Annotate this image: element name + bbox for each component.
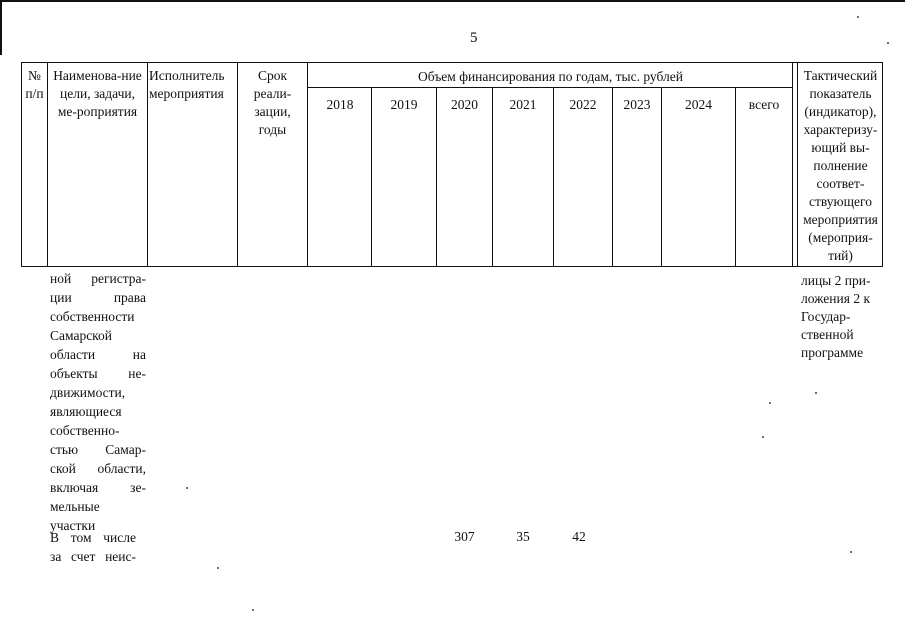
scan-speck: [857, 16, 859, 18]
col-divider: [147, 62, 148, 267]
text-line: Государ-: [801, 309, 851, 324]
text-line: объекты не-: [50, 366, 146, 381]
text-line: за счет неис-: [50, 549, 136, 564]
scan-left-edge: [0, 0, 2, 55]
row2-value-2020: 307: [454, 529, 475, 544]
header-year-2021: 2021: [509, 97, 537, 112]
text-line: ложения 2 к: [801, 291, 871, 306]
text-line: ственной: [801, 327, 854, 342]
text-line: В том числе: [50, 530, 136, 545]
text-line: стью Самар-: [50, 442, 146, 457]
col-divider: [237, 62, 238, 267]
col-divider: [792, 62, 793, 267]
header-year-2019: 2019: [390, 97, 418, 112]
header-year-2020: 2020: [451, 97, 478, 112]
header-year-2023: 2023: [623, 97, 651, 112]
text-line: программе: [801, 345, 864, 360]
header-year-2022: 2022: [569, 97, 597, 112]
text-line: включая зе-: [50, 480, 146, 495]
page-number: 5: [470, 30, 478, 46]
header-funding: Объем финансирования по годам, тыс. рублей: [418, 69, 683, 84]
header-executor: Исполнитель мероприятия: [149, 68, 225, 101]
header-num: № п/п: [25, 68, 44, 101]
text-line: ции права: [50, 290, 146, 305]
text-line: Самарской: [50, 328, 113, 343]
text-line: собственно-: [50, 423, 120, 438]
col-divider: [553, 87, 554, 267]
text-line: движимости,: [50, 385, 126, 400]
text-line: области на: [50, 347, 146, 362]
text-line: являющиеся: [50, 404, 122, 419]
scan-speck: [762, 436, 764, 438]
col-divider: [661, 87, 662, 267]
header-year-2018: 2018: [326, 97, 354, 112]
header-name: Наименова-ние цели, задачи, ме-роприятия: [53, 68, 142, 119]
col-divider: [371, 87, 372, 267]
col-divider: [21, 62, 22, 267]
scan-speck: [217, 567, 219, 569]
table-bottom-border: [21, 266, 883, 267]
header-term: Срок реали-зации, годы: [253, 68, 292, 137]
scan-speck: [815, 392, 817, 394]
header-indicator: Тактический показатель (индикатор), характеризу-ющий вы-полнение соответ-ствующего мероприятия (мероприя-тий): [803, 68, 878, 263]
row2-name: [50, 528, 136, 566]
col-divider: [307, 62, 308, 267]
scan-speck: [252, 609, 254, 611]
col-divider: [735, 87, 736, 267]
text-line: участки: [50, 518, 96, 533]
col-divider: [492, 87, 493, 267]
header-table: [21, 62, 883, 267]
col-divider: [47, 62, 48, 267]
scan-top-edge: [0, 0, 905, 2]
header-year-2024: 2024: [685, 97, 712, 112]
scan-speck: [887, 42, 889, 44]
text-line: ской области,: [50, 461, 146, 476]
text-line: мельные: [50, 499, 100, 514]
text-line: ной регистра-: [50, 271, 146, 286]
col-divider: [882, 62, 883, 267]
table-top-border: [21, 62, 883, 63]
row2-value-2021: 35: [516, 529, 530, 544]
col-divider: [612, 87, 613, 267]
row2-value-2022: 42: [572, 529, 586, 544]
text-line: собственности: [50, 309, 135, 324]
funding-subheader-line: [308, 87, 792, 88]
scan-speck: [850, 551, 852, 553]
row1-name: [50, 269, 146, 535]
col-divider: [797, 62, 798, 267]
col-divider: [436, 87, 437, 267]
row1-indicator: [801, 272, 883, 362]
text-line: лицы 2 при-: [801, 273, 871, 288]
scan-speck: [186, 487, 188, 489]
header-year-total: всего: [748, 97, 780, 112]
scan-speck: [769, 402, 771, 404]
